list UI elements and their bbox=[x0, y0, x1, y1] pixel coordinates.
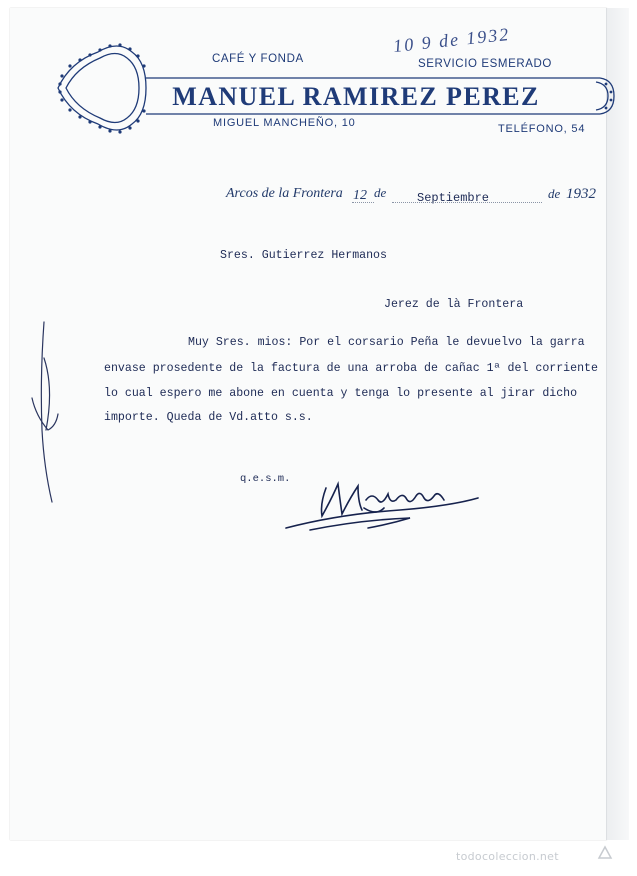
letterhead-servicio: SERVICIO ESMERADO bbox=[418, 58, 552, 70]
date-de-1: de bbox=[374, 185, 387, 200]
letterhead-cafe-y-fonda: CAFÉ Y FONDA bbox=[212, 53, 304, 65]
date-de-2: de bbox=[548, 186, 561, 201]
body-line: envase prosedente de la factura de una arroba de cañac 1ª del corriente bbox=[104, 362, 598, 375]
date-year: 1932 bbox=[566, 186, 596, 202]
body-line: Muy Sres. mios: Por el corsario Peña le devuelvo la garra bbox=[188, 336, 585, 349]
closing-qesm: q.e.s.m. bbox=[240, 473, 291, 485]
date-place: Arcos de la Frontera bbox=[226, 186, 343, 201]
dotted-rule bbox=[352, 202, 374, 203]
business-name: MANUEL RAMIREZ PEREZ bbox=[172, 82, 540, 111]
dotted-rule bbox=[392, 202, 542, 203]
letterhead-phone: TELÉFONO, 54 bbox=[498, 123, 586, 135]
handwritten-corner-note: 10 9 de 1932 bbox=[392, 23, 512, 57]
body-line: lo cual espero me abone en cuenta y tenga lo presente al jirar dicho bbox=[104, 387, 578, 400]
recipient-name: Sres. Gutierrez Hermanos bbox=[220, 249, 387, 262]
todocoleccion-logo-icon bbox=[596, 844, 614, 862]
body-line: importe. Queda de Vd.atto s.s. bbox=[104, 411, 313, 424]
margin-pen-mark bbox=[26, 318, 66, 508]
letterhead-address: MIGUEL MANCHEÑO, 10 bbox=[213, 117, 356, 129]
watermark-text: todocoleccion.net bbox=[456, 850, 559, 863]
date-day: 12 bbox=[353, 188, 367, 203]
recipient-city: Jerez de là Frontera bbox=[384, 298, 524, 311]
signature bbox=[280, 470, 490, 540]
date-month: Septiembre bbox=[417, 191, 490, 205]
